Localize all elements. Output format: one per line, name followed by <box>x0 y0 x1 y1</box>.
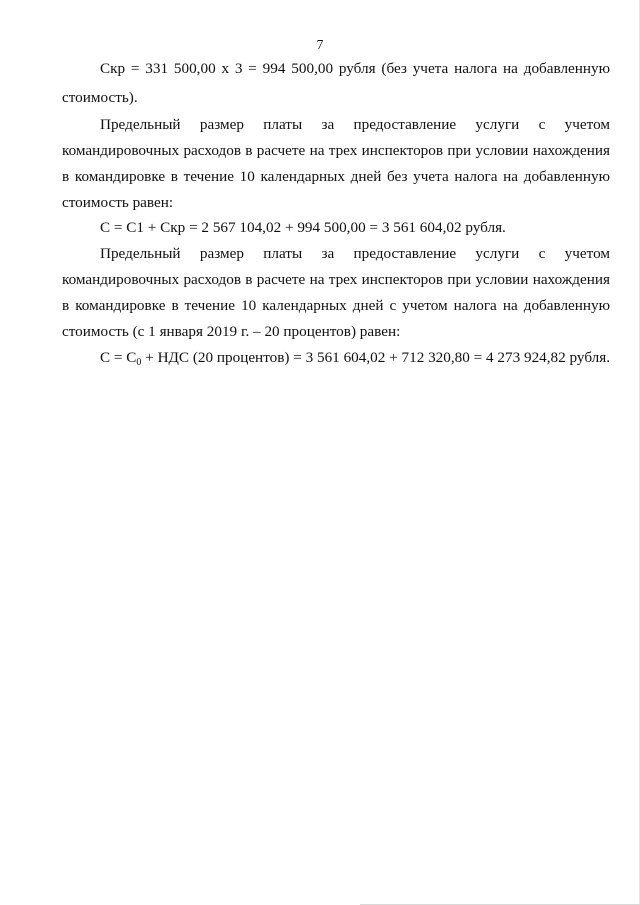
paragraph-3-line-1: Предельный размер платы за предоставление услуги с учетом <box>100 245 610 262</box>
paragraph-3-line-4: стоимость (с 1 января 2019 г. – 20 процентов) равен: <box>62 323 401 340</box>
paragraph-1-line-2: стоимость). <box>62 89 138 106</box>
paragraph-2-line-3: в командировке в течение 10 календарных дней без учета налога на добавленную <box>62 168 610 185</box>
paragraph-3-line-2: командировочных расходов в расчете на трех инспекторов при условии нахождения <box>62 271 610 288</box>
page-number: 7 <box>316 37 324 52</box>
paragraph-2-line-1: Предельный размер платы за предоставление услуги с учетом <box>100 116 610 133</box>
paragraph-1-line-1: Скр = 331 500,00 х 3 = 994 500,00 рубля (без учета налога на добавленную <box>100 60 610 77</box>
paragraph-2-line-2: командировочных расходов в расчете на трех инспекторов при условии нахождения <box>62 142 610 159</box>
paragraph-3-line-3: в командировке в течение 10 календарных дней с учетом налога на добавленную <box>62 297 610 314</box>
formula-total-with-vat <box>100 347 610 369</box>
formula-total-without-vat: С = С1 + Скр = 2 567 104,02 + 994 500,00 = 3 561 604,02 рубля. <box>100 219 506 236</box>
formula-2-subscript: 0 <box>136 357 142 368</box>
formula-2-suffix: + НДС (20 процентов) = 3 561 604,02 + 712 320,80 = 4 273 924,82 рубля. <box>141 349 611 366</box>
formula-2-prefix: С = С <box>100 349 137 366</box>
paragraph-2-line-4: стоимость равен: <box>62 194 174 211</box>
